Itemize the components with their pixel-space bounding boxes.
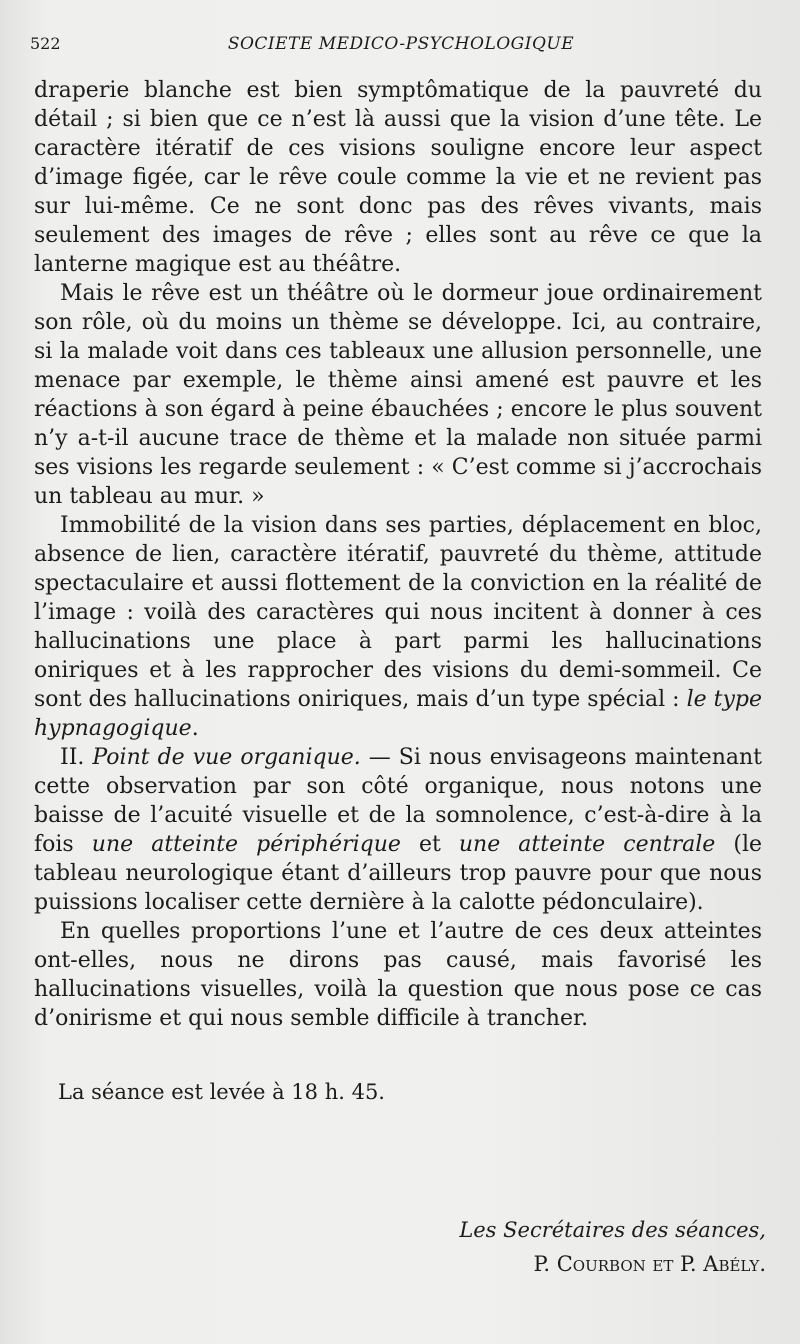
paragraph-4-section-title: Point de vue organique. (92, 745, 361, 770)
paragraph-5: En quelles proportions l’une et l’autre de ces deux atteintes ont-elles, nous ne dirons pas causé, mais favorisé les hallucinations visuelles, voilà la question que nous pose ce cas d’onirisme et qui nous semble difficile à trancher. (34, 919, 762, 1031)
paragraph-4-text-2: et (400, 832, 459, 857)
page-number: 522 (30, 34, 61, 53)
paragraph-3-end: . (191, 716, 199, 741)
paragraph-3-italic: le type hypnagogique (34, 687, 763, 741)
running-head (30, 34, 772, 58)
paragraph-3-text: Immobilité de la vision dans ses parties, déplacement en bloc, absence de lien, caractère itératif, pauvreté du thème, attitude spectaculaire et aussi flottement de la conviction en la réalité de l’image : voilà des caractères qui nous incitent à donner à ces hallucinations une place à part parmi les hallucinations oniriques et à les rapprocher des visions du demi-sommeil. Ce sont des hallucinations oniriques, mais d’un type spécial : (34, 513, 762, 712)
body-text (34, 76, 762, 1033)
signature-title: Les Secrétaires des séances, (459, 1218, 766, 1242)
paragraph-4-text-3: (le tableau neurologique étant d’ailleurs trop pauvre pour que nous puissions localiser cette dernière à la calotte pédonculaire). (34, 832, 762, 915)
paragraph-4-italic-1: une atteinte périphérique (91, 832, 401, 857)
paragraph-2: Mais le rêve est un théâtre où le dormeur joue ordinairement son rôle, où du moins un thème se développe. Ici, au contraire, si la malade voit dans ces tableaux une allusion personnelle, une menace par exemple, le thème ainsi amené est pauvre et les réactions à son égard à peine ébauchées ; encore le plus souvent n’y a-t-il aucune trace de thème et la malade non située parmi ses visions les regarde seulement : « C’est comme si j’accrochais un tableau au mur. » (34, 281, 762, 509)
paragraph-1: draperie blanche est bien symptômatique de la pauvreté du détail ; si bien que ce n’est là aussi que la vision d’une tête. Le caractère itératif de ces visions souligne encore leur aspect d’image figée, car le rêve coule comme la vie et ne revient pas sur lui-même. Ce ne sont donc pas des rêves vivants, mais seulement des images de rêve ; elles sont au rêve ce que la lanterne magique est au théâtre. (34, 78, 762, 277)
journal-title: SOCIETE MEDICO-PSYCHOLOGIQUE (227, 34, 575, 54)
closing-line: La séance est levée à 18 h. 45. (58, 1080, 385, 1104)
paragraph-4-text-1: — Si nous envisageons maintenant cette observation par son côté organique, nous notons une baisse de l’acuité visuelle et de la somnolence, c’est-à-dire à la fois (34, 745, 762, 857)
paragraph-3 (34, 511, 762, 743)
paragraph-4 (34, 743, 762, 917)
signature-names: P. Courbon et P. Abély. (533, 1252, 766, 1276)
paragraph-4-italic-2: une atteinte centrale (458, 832, 716, 857)
paragraph-4-section-number: II. (60, 745, 93, 770)
